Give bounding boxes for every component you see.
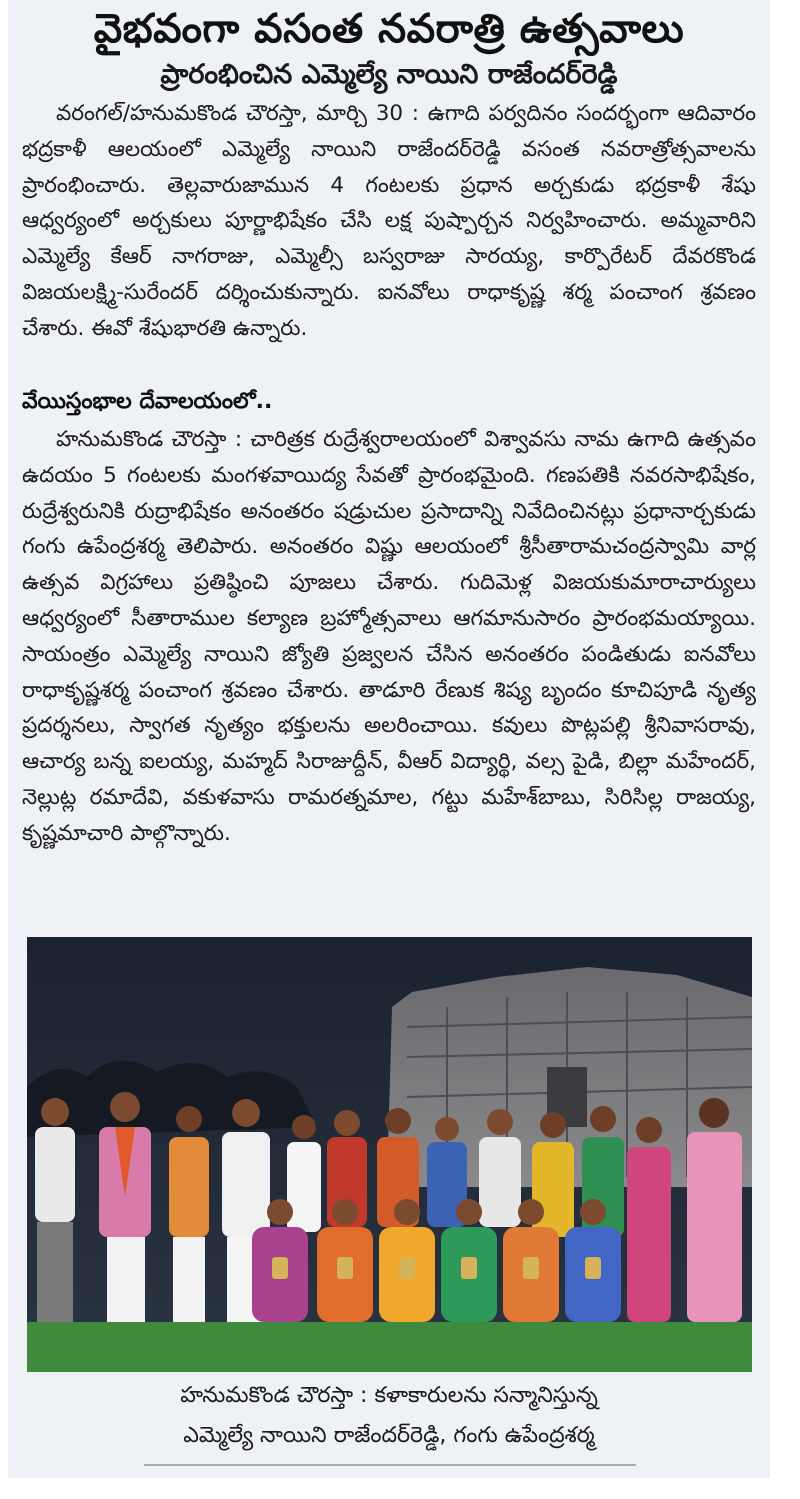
- photo-caption: [8, 1376, 770, 1456]
- event-photo-illustration: [27, 937, 752, 1372]
- section-subtitle: వేయిస్తంభాల దేవాలయంలో..: [22, 389, 273, 414]
- photo-caption-line-1: హనుమకొండ చౌరస్తా : కళాకారులను సన్మానిస్తున్న: [180, 1383, 598, 1408]
- event-photo: [27, 937, 752, 1372]
- article-paragraph-1: వరంగల్/హనుమకొండ చౌరస్తా, మార్చి 30 : ఉగాది పర్వదినం సందర్భంగా ఆదివారం భద్రకాళీ ఆలయంలో ఎమ్మెల్యే నాయిని రాజేందర్‌రెడ్డి వసంత నవరాత్రోత్సవాలను ప్రారంభించారు. తెల్లవారుజామున 4 గంటలకు ప్రధాన అర్చకుడు భద్రకాళీ శేషు ఆధ్వర్యంలో అర్చకులు పూర్ణాభిషేకం చేసి లక్ష పుష్పార్చన నిర్వహించారు. అమ్మవారిని ఎమ్మెల్యే కేఆర్ నాగరాజు, ఎమ్మెల్సీ బస్వరాజు సారయ్య, కార్పొరేటర్ దేవరకొండ విజయలక్ష్మి-సురేందర్ దర్శించుకున్నారు. ఐనవోలు రాధాకృష్ణ శర్మ పంచాంగ శ్రవణం చేశారు. ఈవో శేషుభారతి ఉన్నారు.: [22, 101, 756, 341]
- bottom-divider: [144, 1464, 636, 1466]
- photo-caption-line-2: ఎమ్మెల్యే నాయిని రాజేందర్‌రెడ్డి, గంగు ఉపేంద్రశర్మ: [183, 1423, 595, 1448]
- headline: వైభవంగా వసంత నవరాత్రి ఉత్సవాలు: [93, 6, 685, 52]
- subheadline: ప్రారంభించిన ఎమ్మెల్యే నాయిని రాజేందర్‌రెడ్డి: [160, 59, 618, 90]
- newspaper-clipping: [8, 0, 770, 1478]
- article-paragraph-2: హనుమకొండ చౌరస్తా : చారిత్రక రుద్రేశ్వరాలయంలో విశ్వావసు నామ ఉగాది ఉత్సవం ఉదయం 5 గంటలకు మంగళవాయిద్య సేవతో ప్రారంభమైంది. గణపతికి నవరసాభిషేకం, రుద్రేశ్వరునికి రుద్రాభిషేకం అనంతరం షడ్రుచుల ప్రసాదాన్ని నివేదించినట్లు ప్రధానార్చకుడు గంగు ఉపేంద్రశర్మ తెలిపారు. అనంతరం విష్ణు ఆలయంలో శ్రీసీతారామచంద్రస్వామి వార్ల ఉత్సవ విగ్రహాలు ప్రతిష్ఠించి పూజలు చేశారు. గుదిమెళ్ల విజయకుమారాచార్యులు ఆధ్వర్యంలో సీతారాముల కల్యాణ బ్రహ్మోత్సవాలు ఆగమానుసారం ప్రారంభమయ్యాయి. సాయంత్రం ఎమ్మెల్యే నాయిని జ్యోతి ప్రజ్వలన చేసిన అనంతరం పండితుడు ఐనవోలు రాధాకృష్ణశర్మ పంచాంగ శ్రవణం చేశారు. తాడూరి రేణుక శిష్య బృందం కూచిపూడి నృత్య ప్రదర్శనలు, స్వాగత నృత్యం భక్తులను అలరించాయి. కవులు పొట్లపల్లి శ్రీనివాసరావు, ఆచార్య బన్న ఐలయ్య, మహ్మద్ సిరాజుద్దీన్, వీఆర్ విద్యార్థి, వల్స పైడి, బిల్లా మహేందర్, నెల్లుట్ల రమాదేవి, వకుళవాసు రామరత్నమాల, గట్టు మహేశ్‌బాబు, సిరిసిల్ల రాజయ్య, కృష్ణమాచారి పాల్గొన్నారు.: [22, 427, 756, 846]
